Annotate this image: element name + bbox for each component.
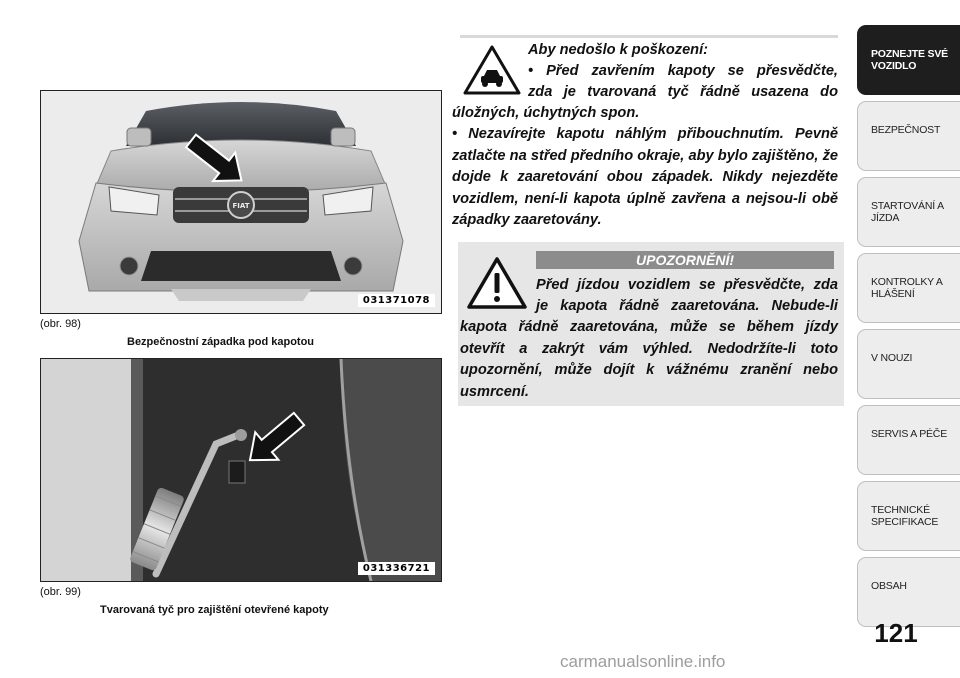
figure-code: 031336721 <box>358 562 435 575</box>
tab-label: POZNEJTE SVÉ VOZIDLO <box>871 48 948 72</box>
warning-line: Před jízdou vozidlem se přesvědčte, zda <box>536 277 838 293</box>
figure-hood-prop-rod <box>40 358 442 582</box>
tab-label: KONTROLKY A HLÁŠENÍ <box>871 276 943 300</box>
figure-caption: Tvarovaná tyč pro zajištění otevřené kapoty <box>100 604 329 616</box>
tab-bezpecnost[interactable] <box>857 101 960 171</box>
tab-label: STARTOVÁNÍ A JÍZDA <box>871 200 944 224</box>
figure-code: 031371078 <box>358 294 435 307</box>
section-divider <box>460 35 838 38</box>
tab-label: SERVIS A PÉČE <box>871 428 947 440</box>
caution-bullet-line: • Před zavřením kapoty se přesvědčte, <box>528 63 838 79</box>
tab-label: V NOUZI <box>871 352 913 364</box>
tab-servis-a-pece[interactable] <box>857 405 960 475</box>
warning-triangle-icon <box>466 256 528 310</box>
figure-label: (obr. 98) <box>40 318 81 330</box>
car-front-illustration <box>41 91 441 313</box>
tab-obsah[interactable] <box>857 557 960 627</box>
warning-text: kapota řádně zaaretována, může se během jízdy otevřít a zakrýt vám výhled. Nedodržíte-li toto upozornění, může dojít k vážnému zranění nebo usmrcení. <box>460 319 838 400</box>
tab-startovani-a-jizda[interactable] <box>857 177 960 247</box>
tab-technicke-specifikace[interactable] <box>857 481 960 551</box>
figure-caption: Bezpečnostní západka pod kapotou <box>127 336 315 348</box>
watermark: carmanualsonline.info <box>560 652 726 671</box>
caution-bullet: • Nezavírejte kapotu náhlým přibouchnutím. Pevně zatlačte na střed předního okraje, aby bylo zajištěno, že dojde k zaaretování obou západek. Nikdy nejezděte vozidlem, není-li kapota úplně zavřena a nejsou-li obě západky zaaretovány. <box>452 126 838 228</box>
tab-v-nouzi[interactable] <box>857 329 960 399</box>
caution-title: Aby nedošlo k poškození: <box>528 42 709 58</box>
caution-bullet-line: zda je tvarovaná tyč řádně usazena do <box>528 84 838 100</box>
caution-bullet-line: úložných, úchytných spon. <box>452 105 640 121</box>
figure-label: (obr. 99) <box>40 586 81 598</box>
figure-hood-safety-latch <box>40 90 442 314</box>
vehicle-damage-warning-icon <box>463 45 521 95</box>
tab-label: TECHNICKÉ SPECIFIKACE <box>871 504 939 528</box>
page-number: 121 <box>874 618 918 648</box>
warning-title: UPOZORNĚNÍ! <box>536 251 834 269</box>
fiat-logo: FIAT <box>232 202 250 210</box>
tab-label: OBSAH <box>871 580 907 592</box>
tab-kontrolky-a-hlaseni[interactable] <box>857 253 960 323</box>
prop-rod-illustration <box>41 359 441 581</box>
tab-label: BEZPEČNOST <box>871 124 941 136</box>
tab-poznejte-sve-vozidlo[interactable] <box>857 25 960 95</box>
warning-line: je kapota řádně zaaretována. Nebude-li <box>536 298 838 314</box>
